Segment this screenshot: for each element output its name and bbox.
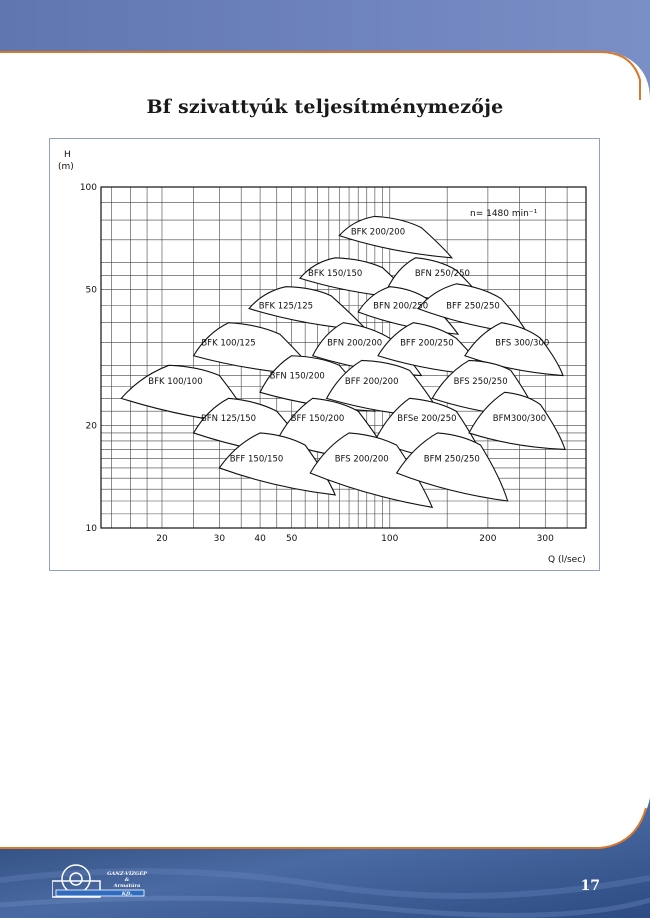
- region-label: BFS 250/250: [453, 376, 508, 387]
- y-tick-label: 10: [85, 524, 97, 534]
- x-tick-label: 100: [381, 534, 399, 544]
- region-label: BFS 300/300: [495, 338, 550, 349]
- region-label: BFN 200/250: [373, 301, 429, 312]
- region-label: BFK 100/100: [148, 376, 203, 387]
- region-label: BFF 250/250: [446, 301, 500, 312]
- logo-line3: Armatúra: [113, 883, 141, 889]
- x-tick-label: 40: [254, 534, 266, 544]
- page-title: Bf szivattyúk teljesítménymezője: [146, 96, 504, 118]
- performance-chart: [50, 139, 601, 572]
- region-label: BFK 200/200: [350, 227, 406, 238]
- y-tick-label: 50: [85, 285, 97, 296]
- region-label: BFF 200/250: [400, 338, 454, 349]
- y-tick-label: 20: [85, 421, 97, 432]
- logo-line2: &: [124, 877, 130, 883]
- region-label: BFK 125/125: [258, 301, 314, 312]
- x-axis-label: Q (l/sec): [548, 555, 586, 565]
- region-label: BFN 250/250: [414, 268, 470, 279]
- page-number: 17: [580, 878, 600, 894]
- logo-line4: Kft.: [121, 891, 133, 897]
- header-band: [0, 0, 650, 105]
- y-axis-label: H: [64, 150, 71, 160]
- chart-regions: [121, 216, 565, 507]
- region-label: BFM300/300: [492, 414, 547, 425]
- region-label: BFF 200/200: [344, 376, 399, 387]
- chart-figure: [49, 138, 600, 571]
- x-tick-label: 50: [285, 534, 298, 544]
- x-tick-label: 20: [156, 534, 168, 544]
- x-tick-label: 300: [536, 534, 554, 544]
- region-label: BFM 250/250: [423, 454, 480, 465]
- region-label: BFF 150/150: [229, 454, 284, 465]
- company-logo: [52, 857, 152, 901]
- y-axis-unit: (m): [58, 162, 74, 172]
- region-label: BFF 150/200: [290, 414, 345, 425]
- region-label: BFN 125/150: [200, 414, 257, 425]
- x-tick-label: 30: [213, 534, 226, 544]
- x-tick-label: 200: [479, 534, 497, 544]
- y-tick-label: 100: [79, 183, 97, 193]
- region-label: BFN 200/200: [327, 338, 383, 349]
- region-label: BFSe 200/250: [397, 414, 457, 425]
- region-label: BFK 100/125: [201, 338, 256, 349]
- region-label: BFS 200/200: [334, 454, 389, 465]
- logo-line1: GANZ-VÍZGÉP: [107, 871, 147, 877]
- region-label: BFK 150/150: [308, 268, 363, 279]
- speed-annotation: n= 1480 min⁻¹: [470, 209, 538, 219]
- region-label: BFN 150/200: [269, 371, 325, 382]
